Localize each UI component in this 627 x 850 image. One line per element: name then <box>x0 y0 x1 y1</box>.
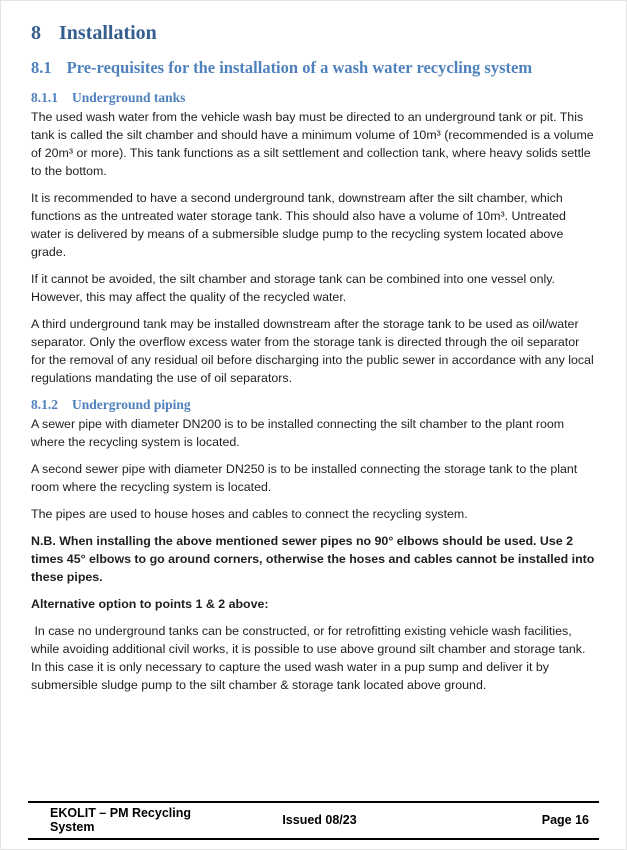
heading-number: 8.1 <box>31 58 52 77</box>
heading-title: Underground tanks <box>72 90 186 105</box>
paragraph: The used wash water from the vehicle wash bay must be directed to an underground tank or pit. This tank is called the silt chamber and should have a minimum volume of 10m³ (recommended is a volume of 20m³ or more). This tank functions as a silt settlement and collection tank, where heavy solids settle to the bottom. <box>31 110 594 178</box>
heading-number: 8.1.2 <box>31 397 58 412</box>
paragraph: The pipes are used to house hoses and cables to connect the recycling system. <box>31 507 468 521</box>
heading-installation <box>31 21 596 45</box>
paragraph: A second sewer pipe with diameter DN250 is to be installed connecting the storage tank to the plant room where the recycling system is located. <box>31 462 578 494</box>
paragraph: It is recommended to have a second underground tank, downstream after the silt chamber, which functions as the untreated water storage tank. This should also have a volume of 10m³. Untreated water is delivered by means of a submersible sludge pump to the recycling system located above grade. <box>31 191 566 259</box>
page-footer <box>28 801 599 840</box>
nb-note: N.B. When installing the above mentioned sewer pipes no 90° elbows should be used. Use 2 times 45° elbows to go around corners, otherwise the hoses and cables cannot be installed into these pipes. <box>31 534 595 584</box>
heading-title: Pre-requisites for the installation of a wash water recycling system <box>66 58 533 77</box>
section-underground-tanks <box>31 89 596 387</box>
alternative-option-heading: Alternative option to points 1 & 2 above: <box>31 597 269 611</box>
heading-underground-tanks <box>31 89 596 106</box>
paragraph: A third underground tank may be installed downstream after the storage tank to be used as oil/water separator. Only the overflow excess water from the storage tank is directed through the oil separator for the removal of any residual oil before discharging into the public sewer in accordance with any local regulations mandating the use of oil separators. <box>31 317 594 385</box>
heading-number: 8.1.1 <box>31 90 58 105</box>
heading-number: 8 <box>31 22 41 44</box>
paragraph: If it cannot be avoided, the silt chamber and storage tank can be combined into one vessel only. However, this may affect the quality of the recycled water. <box>31 272 555 304</box>
heading-underground-piping <box>31 396 596 413</box>
heading-title: Installation <box>59 22 157 44</box>
footer-page-number: Page 16 <box>541 813 590 827</box>
heading-prerequisites <box>31 57 596 78</box>
footer-issue-date: Issued 08/23 <box>282 813 357 827</box>
heading-title: Underground piping <box>72 397 191 412</box>
page-content <box>1 1 626 694</box>
alternative-option-paragraph: In case no underground tanks can be constructed, or for retrofitting existing vehicle wash facilities, while avoiding additional civil works, it is possible to use above ground silt chamber and storage tank. In this case it is only necessary to capture the used wash water in a pup sump and deliver it by submersible sludge pump to the silt chamber & storage tank located above ground. <box>31 624 586 692</box>
section-underground-piping <box>31 396 596 523</box>
footer-document-title: EKOLIT – PM Recycling System <box>50 806 192 834</box>
paragraph: A sewer pipe with diameter DN200 is to be installed connecting the silt chamber to the plant room where the recycling system is located. <box>31 417 565 449</box>
